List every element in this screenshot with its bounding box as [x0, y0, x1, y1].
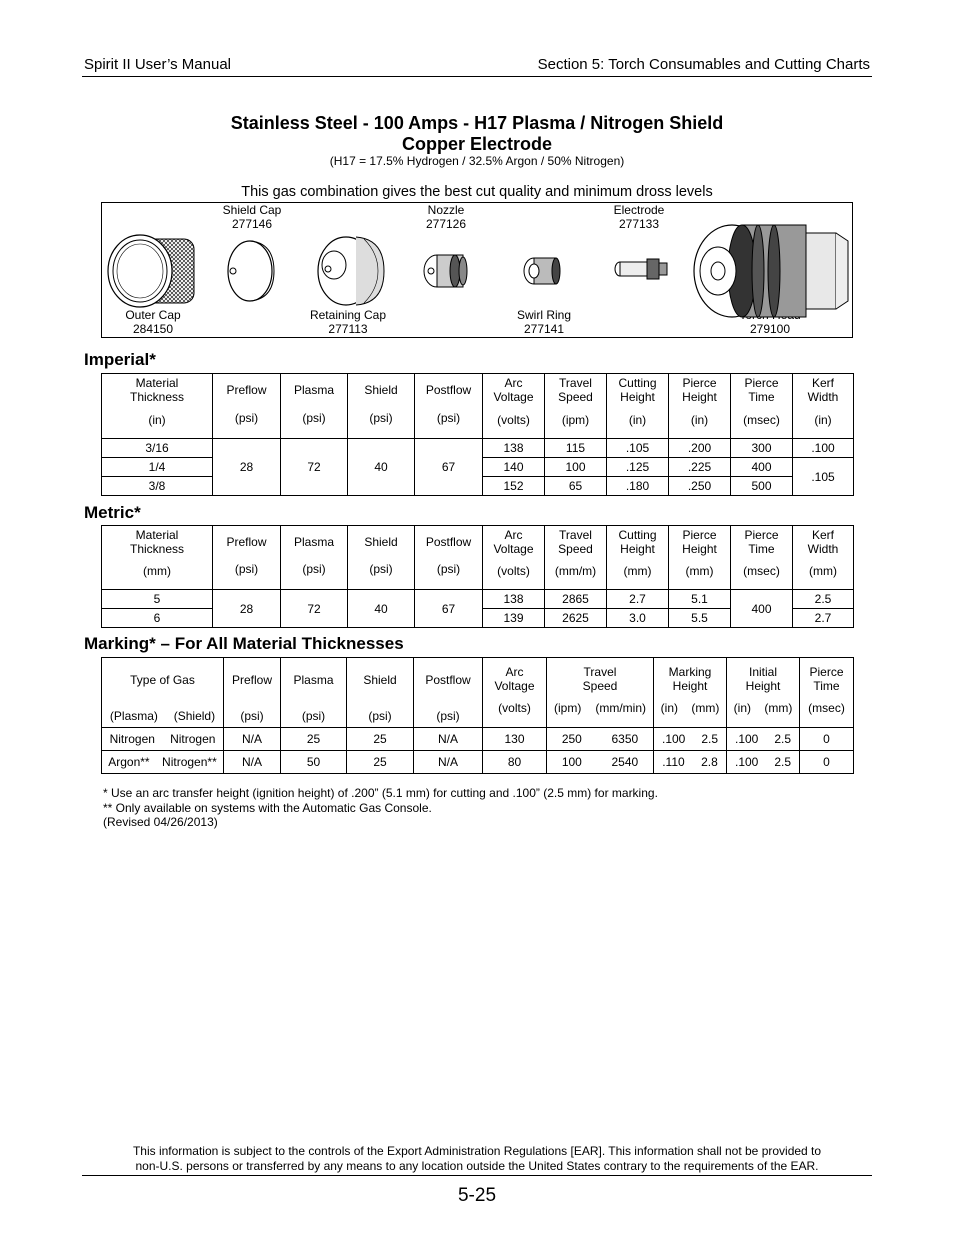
- marking-header-row: [102, 658, 854, 728]
- travel-speed-cell: 250 6350: [547, 728, 654, 751]
- marking-chart: [101, 657, 854, 774]
- header-cell: Travel Speed (ipm) (mm/min): [547, 658, 654, 728]
- postflow-cell: 67: [415, 439, 483, 496]
- header-cell: Pierce Height (mm): [669, 526, 731, 590]
- table-row: [102, 590, 854, 609]
- metric-header-row: [102, 526, 854, 590]
- header-cell: Arc Voltage (volts): [483, 526, 545, 590]
- gas-composition-note: (H17 = 17.5% Hydrogen / 32.5% Argon / 50% Nitrogen): [329, 154, 625, 168]
- part-name: Retaining Cap: [309, 308, 387, 322]
- arc-voltage-cell: 138: [483, 590, 545, 609]
- retaining-cap-icon: [318, 237, 384, 305]
- nozzle-icon: [424, 255, 467, 287]
- metric-cut-chart: [101, 525, 854, 628]
- swirl-ring-icon: [524, 258, 560, 284]
- imperial-heading: Imperial*: [84, 350, 156, 369]
- postflow-cell: N/A: [414, 751, 483, 774]
- page-title: Stainless Steel - 100 Amps - H17 Plasma / Nitrogen Shield: [230, 113, 724, 133]
- initial-height-cell: .100 2.5: [727, 728, 800, 751]
- metric-heading: Metric*: [84, 503, 141, 522]
- header-cell: Cutting Height (mm): [607, 526, 669, 590]
- header-cell: Initial Height (in) (mm): [727, 658, 800, 728]
- arc-voltage-cell: 130: [483, 728, 547, 751]
- part-name: Electrode: [613, 203, 665, 217]
- part-number: 277141: [523, 322, 565, 336]
- page-subtitle: Copper Electrode: [401, 134, 553, 154]
- shield-cell: 25: [347, 751, 414, 774]
- travel-speed-cell: 100 2540: [547, 751, 654, 774]
- footnote-gas-console: ** Only available on systems with the Automatic Gas Console.: [103, 800, 432, 815]
- part-number: 277113: [328, 322, 368, 336]
- plasma-cell: 72: [281, 590, 348, 628]
- marking-heading: Marking* – For All Material Thicknesses: [84, 634, 404, 653]
- header-cell: Marking Height (in) (mm): [654, 658, 727, 728]
- header-cell: Shield (psi): [347, 658, 414, 728]
- header-cell: Postflow (psi): [415, 374, 483, 439]
- kerf-width-cell: .100: [793, 439, 854, 458]
- pierce-time-cell: 0: [800, 751, 854, 774]
- footnote-arc-transfer: * Use an arc transfer height (ignition height) of .200” (5.1 mm) for cutting and .100” (2.5 mm) for marking.: [103, 786, 658, 800]
- running-header-right: Section 5: Torch Consumables and Cutting Charts: [537, 56, 870, 73]
- part-number: 277133: [618, 217, 660, 231]
- pierce-height-cell: .250: [669, 477, 731, 496]
- pierce-height-cell: 5.1: [669, 590, 731, 609]
- arc-voltage-cell: 138: [483, 439, 545, 458]
- header-cell: Cutting Height (in): [607, 374, 669, 439]
- plasma-cell: 50: [281, 751, 347, 774]
- footer-rule: [82, 1175, 872, 1176]
- ear-notice: [0, 1144, 954, 1174]
- part-number: 284150: [132, 322, 174, 336]
- pierce-time-cell: 0: [800, 728, 854, 751]
- arc-voltage-cell: 80: [483, 751, 547, 774]
- part-name: Outer Cap: [125, 308, 181, 322]
- travel-speed-cell: 65: [545, 477, 607, 496]
- thickness-cell: 3/16: [102, 439, 213, 458]
- header-cell: Shield (psi): [348, 526, 415, 590]
- shield-cell: 40: [348, 590, 415, 628]
- page-number: 5-25: [457, 1185, 497, 1206]
- torch-head-icon: [694, 225, 848, 317]
- parts-illustration: [102, 203, 852, 337]
- preflow-cell: 28: [213, 590, 281, 628]
- header-cell: Arc Voltage (volts): [483, 374, 545, 439]
- travel-speed-cell: 115: [545, 439, 607, 458]
- gas-type-cell: Argon** Nitrogen**: [102, 751, 224, 774]
- marking-height-cell: .110 2.8: [654, 751, 727, 774]
- part-number: 277126: [425, 217, 467, 231]
- travel-speed-cell: 2865: [545, 590, 607, 609]
- header-cell: Kerf Width (in): [793, 374, 854, 439]
- header-cell: Material Thickness (in): [102, 374, 213, 439]
- electrode-icon: [615, 259, 667, 279]
- shield-cell: 40: [348, 439, 415, 496]
- header-cell: Pierce Time (msec): [731, 526, 793, 590]
- pierce-height-cell: .200: [669, 439, 731, 458]
- header-cell: Type of Gas (Plasma) (Shield): [102, 658, 224, 728]
- header-cell: Pierce Time (msec): [800, 658, 854, 728]
- table-row: [102, 728, 854, 751]
- thickness-cell: 3/8: [102, 477, 213, 496]
- cutting-height-cell: 3.0: [607, 609, 669, 628]
- header-cell: Arc Voltage (volts): [483, 658, 547, 728]
- header-cell: Kerf Width (mm): [793, 526, 854, 590]
- plasma-cell: 25: [281, 728, 347, 751]
- header-rule: [82, 76, 872, 77]
- table-row: [102, 751, 854, 774]
- header-cell: Postflow (psi): [414, 658, 483, 728]
- part-number: 277146: [231, 217, 273, 231]
- ear-notice-line: This information is subject to the controls of the Export Administration Regulations [EAR]. This information shall not be provided to: [132, 1144, 822, 1158]
- preflow-cell: N/A: [224, 728, 281, 751]
- cutting-height-cell: 2.7: [607, 590, 669, 609]
- pierce-height-cell: 5.5: [669, 609, 731, 628]
- header-cell: Pierce Height (in): [669, 374, 731, 439]
- cutting-height-cell: .180: [607, 477, 669, 496]
- thickness-cell: 6: [102, 609, 213, 628]
- pierce-time-cell: 500: [731, 477, 793, 496]
- kerf-width-cell: .105: [793, 458, 854, 496]
- pierce-time-cell: 400: [731, 590, 793, 628]
- preflow-cell: 28: [213, 439, 281, 496]
- kerf-width-cell: 2.5: [793, 590, 854, 609]
- header-cell: Shield (psi): [348, 374, 415, 439]
- shield-cell: 25: [347, 728, 414, 751]
- cutting-height-cell: .125: [607, 458, 669, 477]
- header-cell: Preflow (psi): [224, 658, 281, 728]
- pierce-time-cell: 400: [731, 458, 793, 477]
- part-name: Nozzle: [427, 203, 465, 217]
- header-cell: Postflow (psi): [415, 526, 483, 590]
- imperial-cut-chart: [101, 373, 854, 496]
- part-name: Shield Cap: [222, 203, 282, 217]
- cutting-height-cell: .105: [607, 439, 669, 458]
- part-name: Swirl Ring: [516, 308, 571, 322]
- consumables-diagram: [101, 202, 853, 338]
- pierce-height-cell: .225: [669, 458, 731, 477]
- postflow-cell: 67: [415, 590, 483, 628]
- footnotes: [103, 786, 658, 830]
- gas-type-cell: Nitrogen Nitrogen: [102, 728, 224, 751]
- thickness-cell: 1/4: [102, 458, 213, 477]
- postflow-cell: N/A: [414, 728, 483, 751]
- travel-speed-cell: 100: [545, 458, 607, 477]
- plasma-cell: 72: [281, 439, 348, 496]
- marking-height-cell: .100 2.5: [654, 728, 727, 751]
- outer-cap-icon: [108, 235, 194, 307]
- pierce-time-cell: 300: [731, 439, 793, 458]
- header-cell: Travel Speed (mm/m): [545, 526, 607, 590]
- table-row: [102, 439, 854, 458]
- header-cell: Plasma (psi): [281, 658, 347, 728]
- gas-combination-comment: This gas combination gives the best cut quality and minimum dross levels: [241, 184, 713, 200]
- shield-cap-icon: [228, 241, 274, 301]
- arc-voltage-cell: 139: [483, 609, 545, 628]
- header-cell: Plasma (psi): [281, 374, 348, 439]
- thickness-cell: 5: [102, 590, 213, 609]
- header-cell: Preflow (psi): [213, 526, 281, 590]
- part-number: 279100: [749, 322, 791, 336]
- revision-date: (Revised 04/26/2013): [103, 815, 218, 829]
- header-cell: Travel Speed (ipm): [545, 374, 607, 439]
- arc-voltage-cell: 140: [483, 458, 545, 477]
- initial-height-cell: .100 2.5: [727, 751, 800, 774]
- imperial-header-row: [102, 374, 854, 439]
- arc-voltage-cell: 152: [483, 477, 545, 496]
- running-header-left: Spirit II User’s Manual: [84, 56, 231, 73]
- header-cell: Material Thickness (mm): [102, 526, 213, 590]
- header-cell: Preflow (psi): [213, 374, 281, 439]
- preflow-cell: N/A: [224, 751, 281, 774]
- header-cell: Pierce Time (msec): [731, 374, 793, 439]
- ear-notice-line: non-U.S. persons or transferred by any means to any location outside the United States contrary to the requirements of the EAR.: [135, 1159, 819, 1173]
- travel-speed-cell: 2625: [545, 609, 607, 628]
- header-cell: Plasma (psi): [281, 526, 348, 590]
- kerf-width-cell: 2.7: [793, 609, 854, 628]
